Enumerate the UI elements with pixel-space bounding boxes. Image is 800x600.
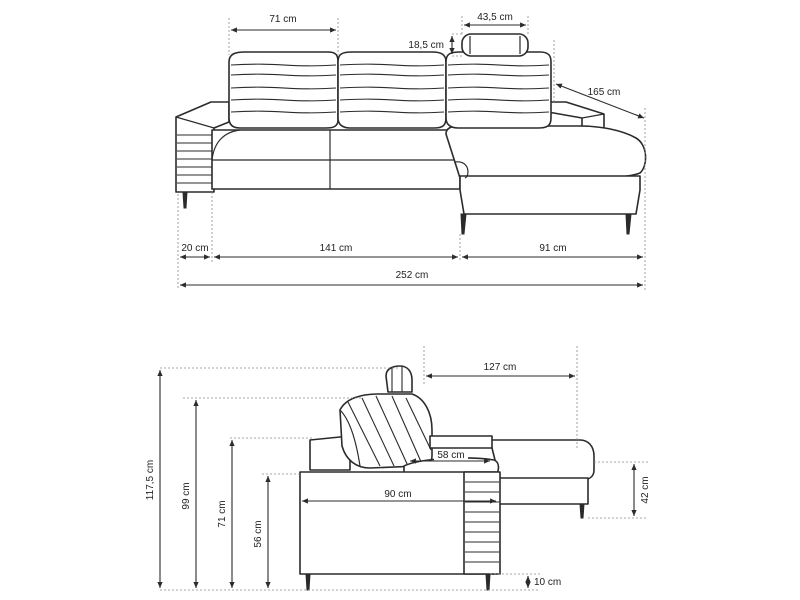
headrest [462,34,528,56]
back-cushions [229,52,551,128]
headrest-height-label: 18,5 cm [408,40,444,51]
side-headrest [386,366,412,392]
side-backrest [310,394,432,470]
back-height-label: 71 cm [217,500,228,528]
armrest-width-label: 20 cm [181,243,209,254]
side-chaise [490,440,594,518]
chaise-diagonal-label: 165 cm [587,87,621,98]
side-body [300,472,500,574]
front-view [176,12,646,290]
total-width-label: 252 cm [395,270,429,281]
chaise-depth-label: 127 cm [483,362,517,373]
middle-width-label: 141 cm [319,243,353,254]
headrest-width-label: 43,5 cm [477,12,513,23]
leg-height-label: 10 cm [534,577,562,588]
side-view [145,346,651,590]
inner-seat-depth-label: 58 cm [437,450,465,461]
seat-height-label: 42 cm [640,476,651,504]
total-height-label: 117,5 cm [145,459,156,501]
seat-base [212,130,460,189]
seat-depth-label: 90 cm [384,489,412,500]
chaise-width-label: 91 cm [539,243,567,254]
arm-height-label: 56 cm [253,520,264,548]
side-legs [306,574,490,590]
back-height-high-label: 99 cm [181,482,192,510]
seat-width-label: 71 cm [269,14,297,25]
chaise-longue [446,126,646,214]
